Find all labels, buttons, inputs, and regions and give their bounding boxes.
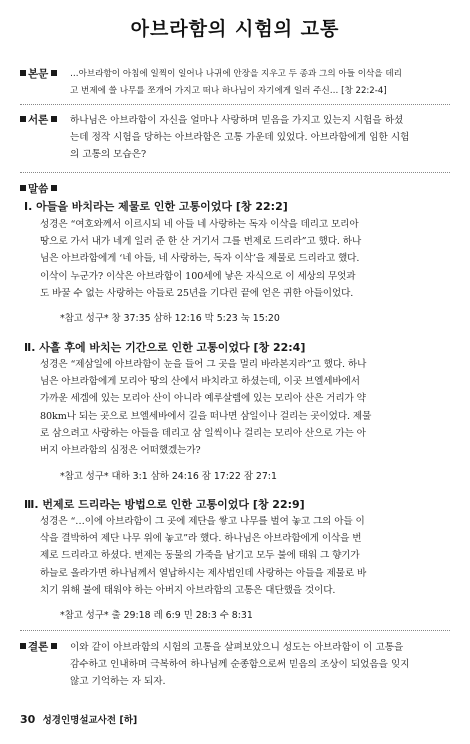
gyeollon-section bbox=[20, 639, 450, 693]
square-bullet-icon bbox=[51, 643, 57, 649]
square-bullet-icon bbox=[20, 116, 26, 122]
divider bbox=[20, 172, 450, 173]
page-footer bbox=[20, 712, 137, 726]
text-line: 치기 위해 불에 태워야 하는 아버지 아브라함의 고통은 대단했을 것이다. bbox=[40, 584, 336, 596]
gyeollon-text bbox=[70, 639, 410, 690]
text-line: 이삭이 누군가? 이삭은 아브라함이 100세에 낳은 자식으로 이 세상의 무엇과 bbox=[40, 270, 356, 282]
point-paragraph bbox=[40, 356, 450, 459]
text-line: 로 삼으려고 사랑하는 아들을 데리고 삼 일씩이나 걸리는 모리아 산으로 가는 아 bbox=[40, 427, 366, 439]
text-line: 성경은 “…이에 아브라함이 그 곳에 제단을 쌓고 나무를 벌여 놓고 그의 아들 이 bbox=[40, 516, 365, 527]
seoron-section bbox=[20, 112, 450, 166]
page-number: 30 bbox=[20, 713, 36, 726]
text-line: 도 바꿀 수 없는 사랑하는 아들로 25년을 기다린 끝에 얻은 귀한 아들이었다. bbox=[40, 287, 354, 299]
point-paragraph bbox=[40, 216, 450, 302]
text-line: 가까운 세겜에 있는 모리아 산이 아니라 예루살렘에 있는 모리아 산은 거리가 약 bbox=[40, 393, 366, 405]
page-title: 아브라함의 시험의 고통 bbox=[130, 18, 340, 40]
square-bullet-icon bbox=[51, 116, 57, 122]
bonmun-section bbox=[20, 66, 450, 106]
text-line: 삭을 결박하여 제단 나무 위에 놓고”라 했다. 하나님은 아브라함에게 이삭을 번 bbox=[40, 533, 362, 545]
bonmun-text bbox=[70, 66, 402, 100]
text-line: 하늘로 올라가면 하나님께서 열납하시는 제사법인데 사랑하는 아들을 제물로 바 bbox=[40, 567, 367, 579]
text-line: 는데 정작 시험을 당하는 아브라함은 고통 가운데 있었다. 아브라함에게 임한 시험 bbox=[70, 132, 410, 143]
text-line: 않고 기억하는 자 되자. bbox=[70, 676, 166, 687]
point-heading: Ⅰ. 아들을 바치라는 제물로 인한 고통이었다 [창 22:2] bbox=[24, 200, 288, 213]
reference-verses: *참고 성구* 창 37:35 삼하 12:16 막 5:23 눅 15:20 bbox=[60, 313, 280, 324]
text-line: 이와 같이 아브라함의 시험의 고통을 살펴보았으니 성도는 아브라함이 이 고통을 bbox=[70, 642, 404, 653]
point-heading: Ⅱ. 사흘 후에 바치는 기간으로 인한 고통이었다 [창 22:4] bbox=[24, 341, 306, 354]
bonmun-tag: 본문 bbox=[20, 66, 59, 81]
text-line: 감수하고 인내하며 극복하여 하나님께 순종함으로써 믿음의 조상이 되었음을 잊지 bbox=[70, 659, 410, 670]
square-bullet-icon bbox=[20, 70, 26, 76]
book-title: 성경인명설교사전 [하] bbox=[42, 715, 138, 726]
text-line: 버지 아브라함의 심정은 어떠했겠는가? bbox=[40, 445, 201, 457]
text-line: 제로 드리라고 하셨다. 번제는 동물의 가죽을 남기고 모두 불에 태워 그 향기가 bbox=[40, 550, 360, 562]
point-paragraph bbox=[40, 513, 450, 599]
divider bbox=[20, 630, 450, 631]
square-bullet-icon bbox=[20, 643, 26, 649]
text-line: 성경은 “여호와께서 이르시되 네 아들 네 사랑하는 독자 이삭을 데리고 모리아 bbox=[40, 219, 359, 230]
reference-verses: *참고 성구* 출 29:18 레 6:9 민 28:3 수 8:31 bbox=[60, 610, 253, 621]
divider bbox=[20, 104, 450, 105]
gyeollon-tag: 결론 bbox=[20, 639, 59, 654]
seoron-text bbox=[70, 112, 409, 163]
seoron-tag: 서론 bbox=[20, 112, 59, 127]
text-line: 80km나 되는 곳으로 브엘세바에서 길을 떠나면 삼일이나 걸리는 곳이었다. 제물 bbox=[40, 410, 372, 422]
text-line: 하나님은 아브라함이 자신을 얼마나 사랑하며 믿음을 가지고 있는지 시험을 하셨 bbox=[70, 115, 404, 126]
square-bullet-icon bbox=[51, 70, 57, 76]
point-heading: Ⅲ. 번제로 드리라는 방법으로 인한 고통이었다 [창 22:9] bbox=[24, 498, 305, 511]
text-line: 의 고통의 모습은? bbox=[70, 149, 147, 160]
square-bullet-icon bbox=[51, 185, 57, 191]
square-bullet-icon bbox=[20, 185, 26, 191]
text-line: …아브라함이 아침에 일찍이 일어나 나귀에 안장을 지우고 두 종과 그의 아들 이삭을 데리 bbox=[70, 69, 402, 79]
reference-verses: *참고 성구* 대하 3:1 삼하 24:16 잠 17:22 잠 27:1 bbox=[60, 471, 277, 482]
malsseum-tag: 말씀 bbox=[20, 181, 59, 196]
text-line: 님은 아브라함에게 ‘네 아들, 네 사랑하는, 독자 이삭’을 제물로 드리라고 했다. bbox=[40, 253, 360, 265]
text-line: 땅으로 가서 내가 네게 일러 준 한 산 거기서 그를 번제로 드리라”고 했다. 하나 bbox=[40, 236, 362, 248]
text-line: 님은 아브라함에게 모리아 땅의 산에서 바치라고 하셨는데, 이곳 브엘세바에서 bbox=[40, 376, 360, 388]
text-line: 고 번제에 쓸 나무를 쪼개어 가지고 떠나 하나님이 자기에게 일러 주신… [창 22:2-4] bbox=[70, 86, 387, 96]
text-line: 성경은 “제삼일에 아브라함이 눈을 들어 그 곳을 멀리 바라본지라”고 했다. 하나 bbox=[40, 359, 367, 370]
